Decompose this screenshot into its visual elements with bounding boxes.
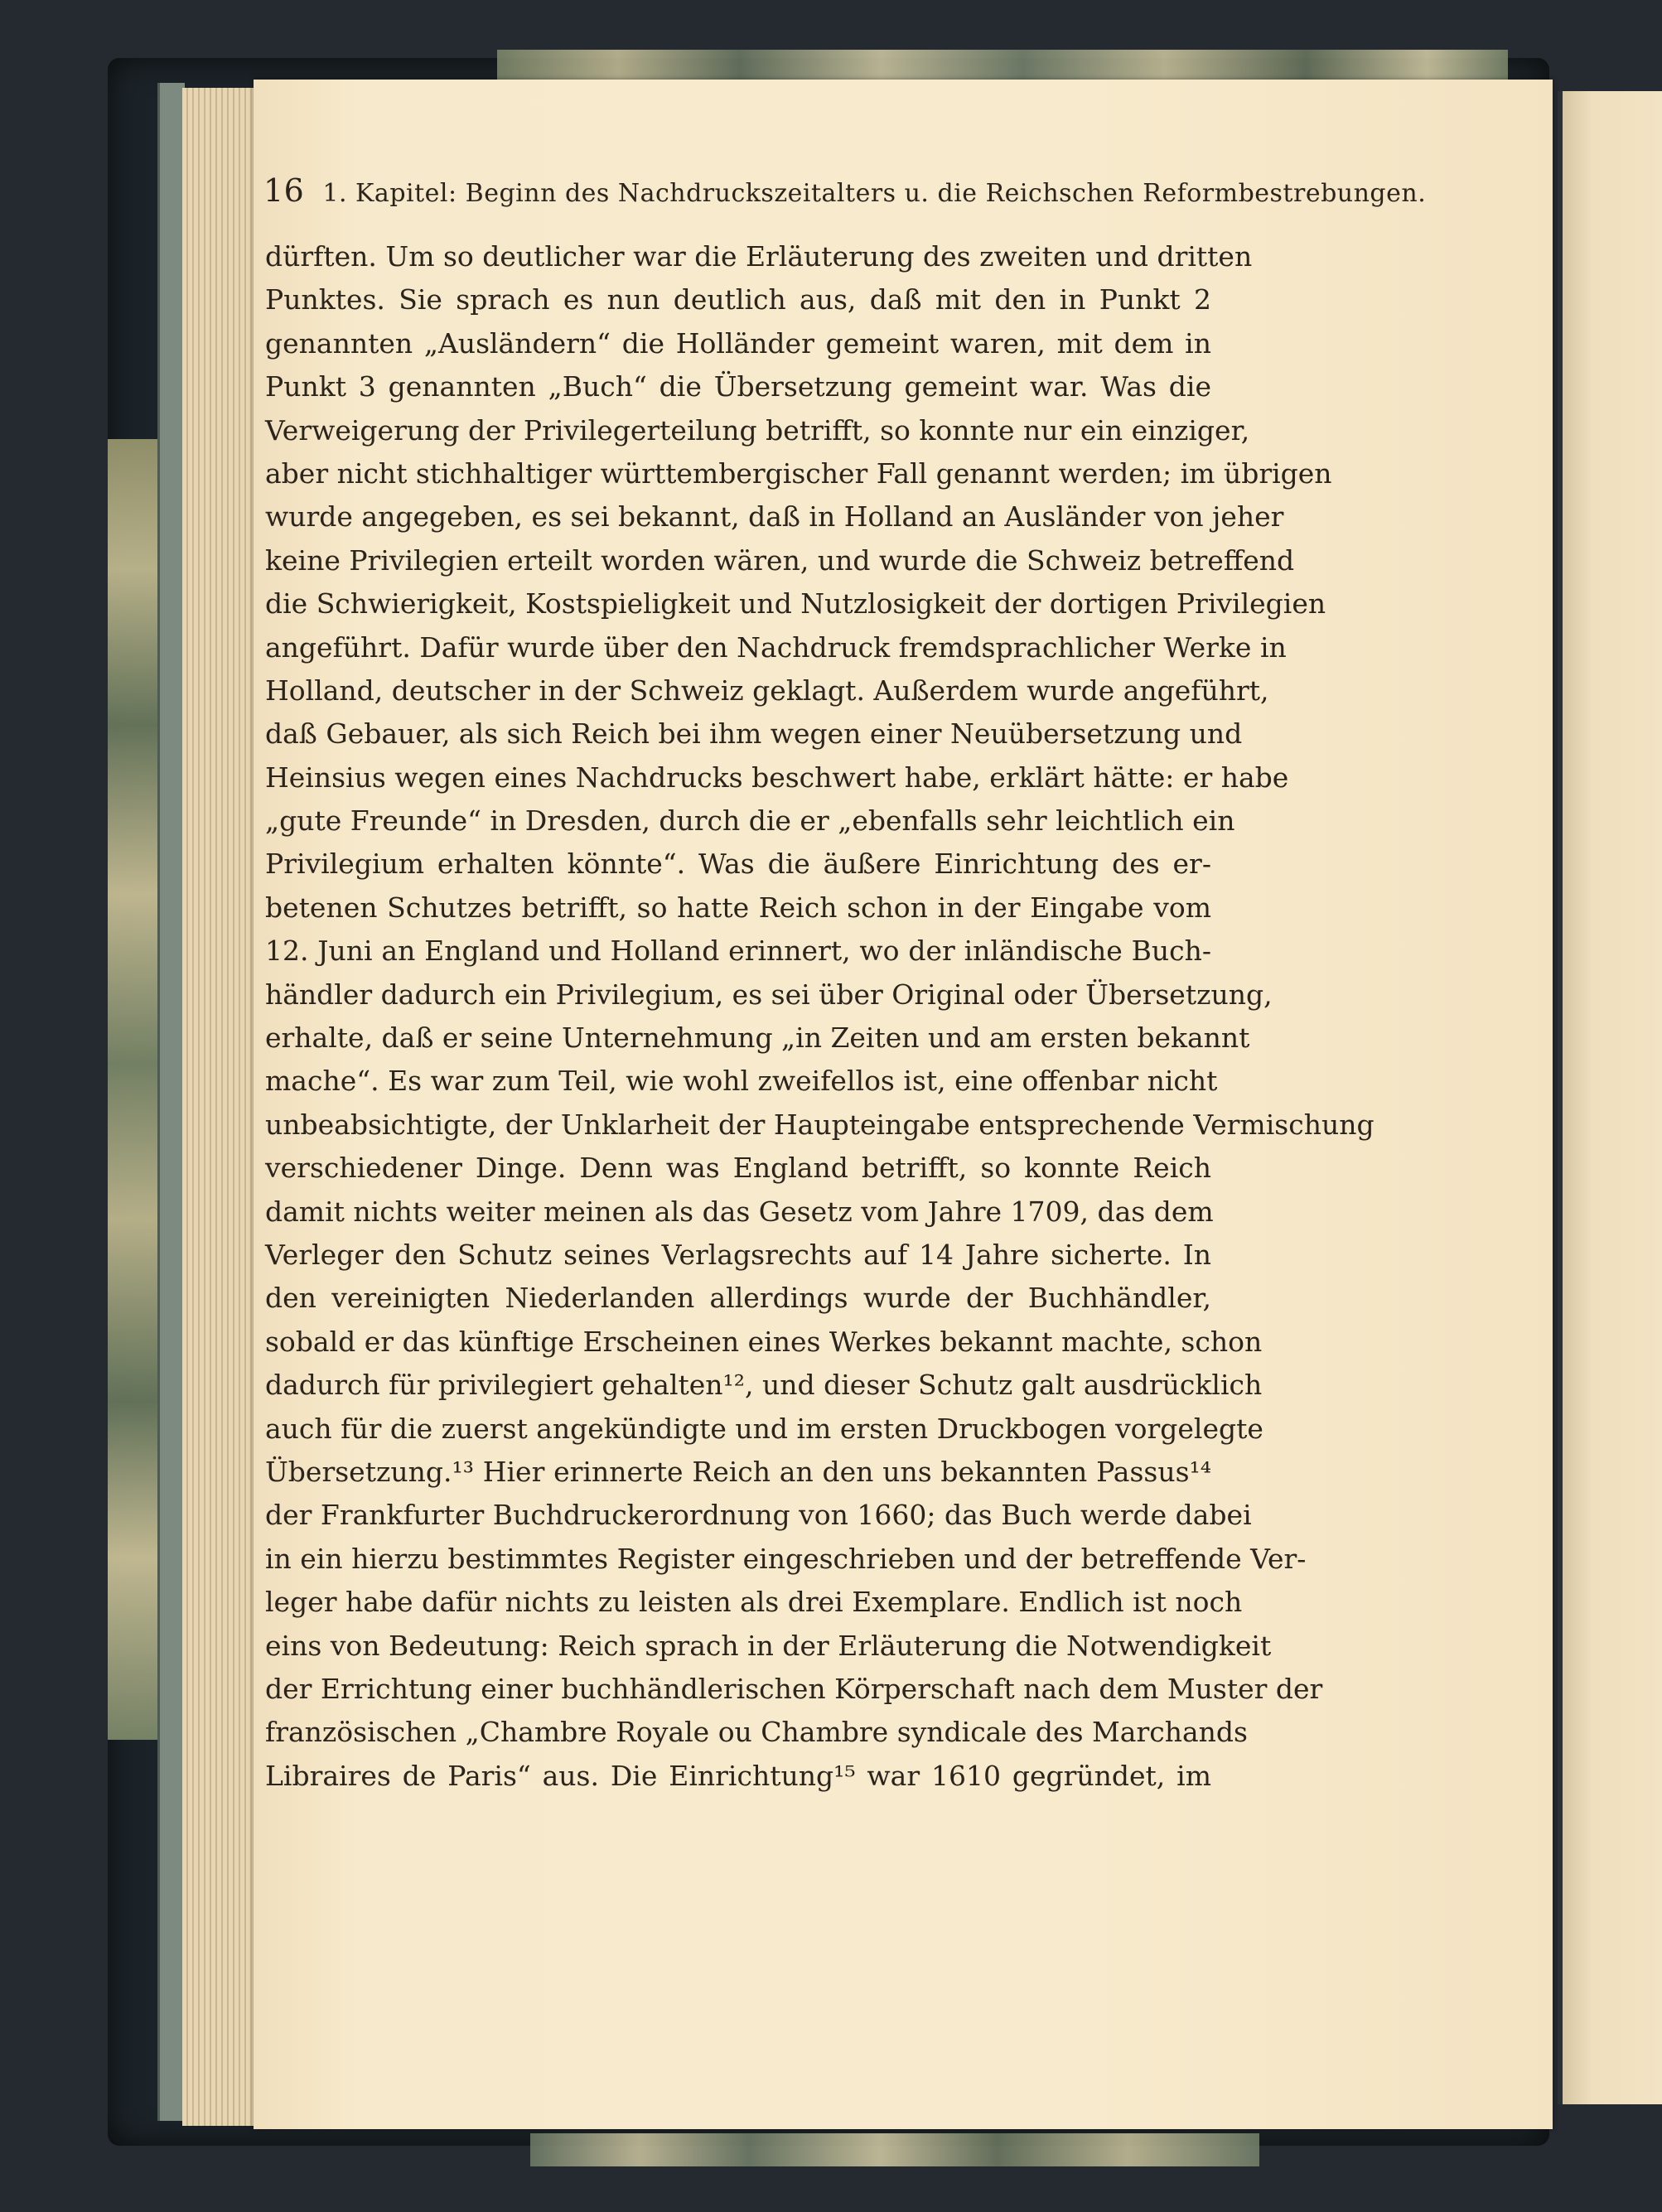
- text-line: französischen „Chambre Royale ou Chambre syndicale des Marchands: [265, 1716, 1248, 1749]
- text-line: Holland, deutscher in der Schweiz geklagt. Außerdem wurde angeführt,: [265, 674, 1269, 707]
- text-line: betenen Schutzes betrifft, so hatte Reich schon in der Eingabe vom: [265, 891, 1211, 924]
- running-title: 1. Kapitel: Beginn des Nachdruckszeitalters u. die Reichschen Reformbestrebungen.: [322, 179, 1427, 208]
- text-line: verschiedener Dinge. Denn was England betrifft, so konnte Reich: [265, 1152, 1211, 1185]
- text-line: erhalte, daß er seine Unternehmung „in Zeiten und am ersten bekannt: [265, 1021, 1250, 1055]
- text-line: daß Gebauer, als sich Reich bei ihm wegen einer Neuübersetzung und: [265, 717, 1243, 751]
- text-line: angeführt. Dafür wurde über den Nachdruck fremdsprachlicher Werke in: [265, 630, 1287, 664]
- text-line: in ein hierzu bestimmtes Register eingeschrieben und der betreffende Ver-: [265, 1542, 1307, 1575]
- text-line: Verweigerung der Privilegerteilung betrifft, so konnte nur ein einziger,: [265, 413, 1250, 447]
- text-line: wurde angegeben, es sei bekannt, daß in Holland an Ausländer von jeher: [265, 500, 1284, 534]
- cover-edge: [157, 83, 185, 2121]
- text-line: händler dadurch ein Privilegium, es sei über Original oder Übersetzung,: [265, 978, 1273, 1011]
- text-line: Punktes. Sie sprach es nun deutlich aus, daß mit den in Punkt 2: [265, 283, 1211, 316]
- running-header: [263, 172, 1427, 222]
- text-line: den vereinigten Niederlanden allerdings wurde der Buchhändler,: [265, 1282, 1211, 1315]
- text-line: aber nicht stichhaltiger württembergischer Fall genannt werden; im übrigen: [265, 456, 1332, 490]
- text-line: der Errichtung einer buchhändlerischen Körperschaft nach dem Muster der: [265, 1672, 1323, 1705]
- marbled-endpaper-top: [497, 50, 1508, 83]
- marbled-endpaper-left: [108, 439, 157, 1740]
- text-line: Verleger den Schutz seines Verlagsrechts auf 14 Jahre sicherte. In: [265, 1238, 1211, 1271]
- text-line: auch für die zuerst angekündigte und im ersten Druckbogen vorgelegte: [265, 1412, 1263, 1445]
- text-line: die Schwierigkeit, Kostspieligkeit und Nutzlosigkeit der dortigen Privilegien: [265, 587, 1326, 621]
- text-line: genannten „Ausländern“ die Holländer gemeint waren, mit dem in: [265, 326, 1211, 360]
- text-line: „gute Freunde“ in Dresden, durch die er „ebenfalls sehr leichtlich ein: [265, 804, 1235, 838]
- page-number: 16: [263, 172, 305, 209]
- text-line: 12. Juni an England und Holland erinnert, wo der inländische Buch-: [265, 935, 1211, 968]
- text-line: leger habe dafür nichts zu leisten als drei Exemplare. Endlich ist noch: [265, 1586, 1243, 1619]
- text-line: sobald er das künftige Erscheinen eines Werkes bekannt machte, schon: [265, 1325, 1263, 1358]
- text-line: Übersetzung.¹³ Hier erinnerte Reich an den uns bekannten Passus¹⁴: [265, 1455, 1211, 1488]
- text-line: Libraires de Paris“ aus. Die Einrichtung¹⁵ war 1610 gegründet, im: [265, 1759, 1211, 1792]
- text-line: mache“. Es war zum Teil, wie wohl zweifellos ist, eine offenbar nicht: [265, 1065, 1218, 1098]
- text-line: dadurch für privilegiert gehalten¹², und dieser Schutz galt ausdrücklich: [265, 1369, 1263, 1402]
- body-text: [265, 235, 1375, 1798]
- text-line: damit nichts weiter meinen als das Gesetz vom Jahre 1709, das dem: [265, 1195, 1214, 1228]
- text-line: Punkt 3 genannten „Buch“ die Übersetzung gemeint war. Was die: [265, 370, 1211, 403]
- text-line: eins von Bedeutung: Reich sprach in der Erläuterung die Notwendigkeit: [265, 1629, 1272, 1662]
- text-line: dürften. Um so deutlicher war die Erläuterung des zweiten und dritten: [265, 240, 1253, 273]
- text-line: unbeabsichtigte, der Unklarheit der Haupteingabe entsprechende Vermischung: [265, 1108, 1375, 1141]
- text-line: Heinsius wegen eines Nachdrucks beschwert habe, erklärt hätte: er habe: [265, 761, 1289, 794]
- page-stack-edges: [182, 88, 258, 2126]
- facing-page-edge: [1558, 91, 1662, 2104]
- text-line: keine Privilegien erteilt worden wären, und wurde die Schweiz betreffend: [265, 543, 1295, 577]
- text-line: Privilegium erhalten könnte“. Was die äußere Einrichtung des er-: [265, 848, 1211, 881]
- text-line: der Frankfurter Buchdruckerordnung von 1660; das Buch werde dabei: [265, 1499, 1252, 1532]
- marbled-endpaper-bottom: [530, 2133, 1259, 2166]
